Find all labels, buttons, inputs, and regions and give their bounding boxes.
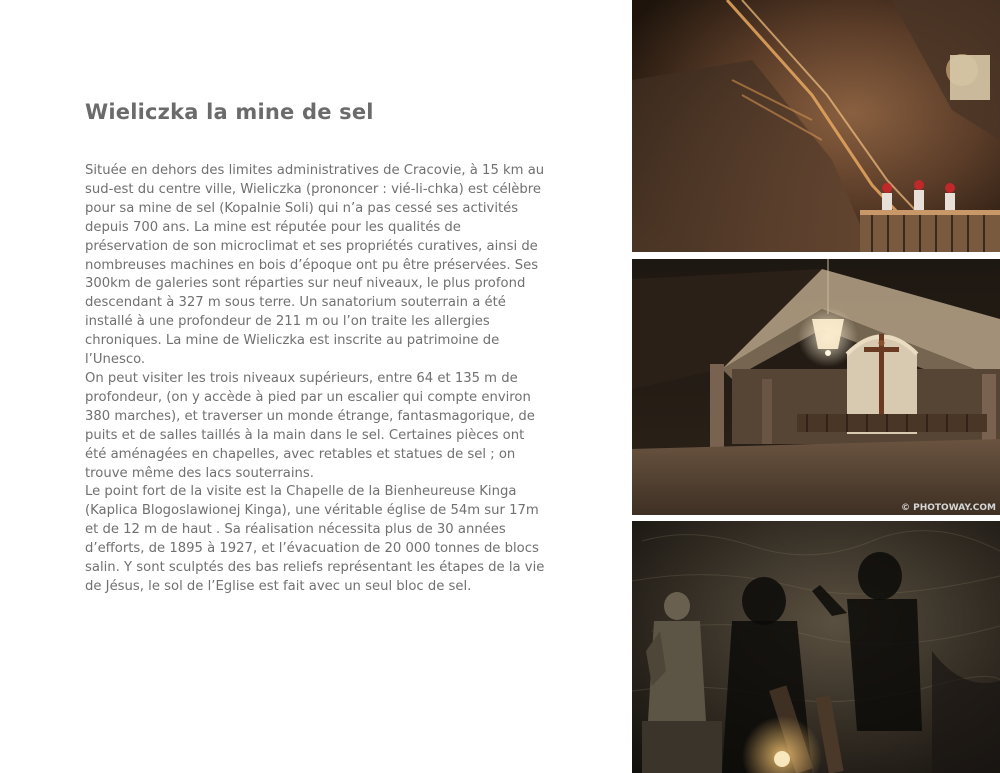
photo-mine-gallery — [632, 521, 1000, 773]
watermark-text: © PHOTOWAY.COM — [901, 503, 996, 513]
mine-gallery-image — [632, 521, 1000, 773]
article-title: Wieliczka la mine de sel — [85, 100, 374, 124]
paragraph-chapel: Le point fort de la visite est la Chapelle de la Bienheureuse Kinga (Kaplica Blogoslawionej Kinga), une véritable église de 54m sur 17m et de 12 m de haut . Sa réalisation nécessita plus de 30 années d’efforts, de 1895 à 1927, et l’évacuation de 20 000 tonnes de blocs salin. Y sont sculptés des bas reliefs représentant les étapes de la vie de Jésus, le sol de l’Eglise est fait avec un seul bloc de sel. — [85, 484, 545, 594]
article — [85, 100, 547, 597]
photo-salt-chapel — [632, 259, 1000, 515]
article-body — [85, 162, 547, 597]
paragraph-visit: On peut visiter les trois niveaux supérieurs, entre 64 et 135 m de profondeur, (on y accède à pied par un escalier qui compte environ 380 marches), et traverser un monde étrange, fantasmagorique, de puits et de salles taillés à la main dans le sel. Certaines pièces ont été aménagées en chapelles, avec retables et statues de sel ; on trouve même des lacs souterrains. — [85, 370, 535, 481]
photo-mine-staircase — [632, 0, 1000, 252]
salt-chapel-image — [632, 259, 1000, 515]
mine-staircase-image — [632, 0, 1000, 252]
paragraph-intro: Située en dehors des limites administratives de Cracovie, à 15 km au sud-est du centre ville, Wieliczka (prononcer : vié-li-chka) est célèbre pour sa mine de sel (Kopalnie Soli) qui n’a pas cessé ses activités depuis 700 ans. La mine est réputée pour les qualités de préservation de son microclimat et ses propriétés curatives, ainsi de nombreuses machines en bois d’époque ont pu être préservées. Ses 300km de galeries sont réparties sur neuf niveaux, le plus profond descendant à 327 m sous terre. Un sanatorium souterrain a été installé à une profondeur de 211 m ou l’on traite les allergies chroniques. La mine de Wieliczka est inscrite au patrimoine de l’Unesco. — [85, 163, 545, 368]
